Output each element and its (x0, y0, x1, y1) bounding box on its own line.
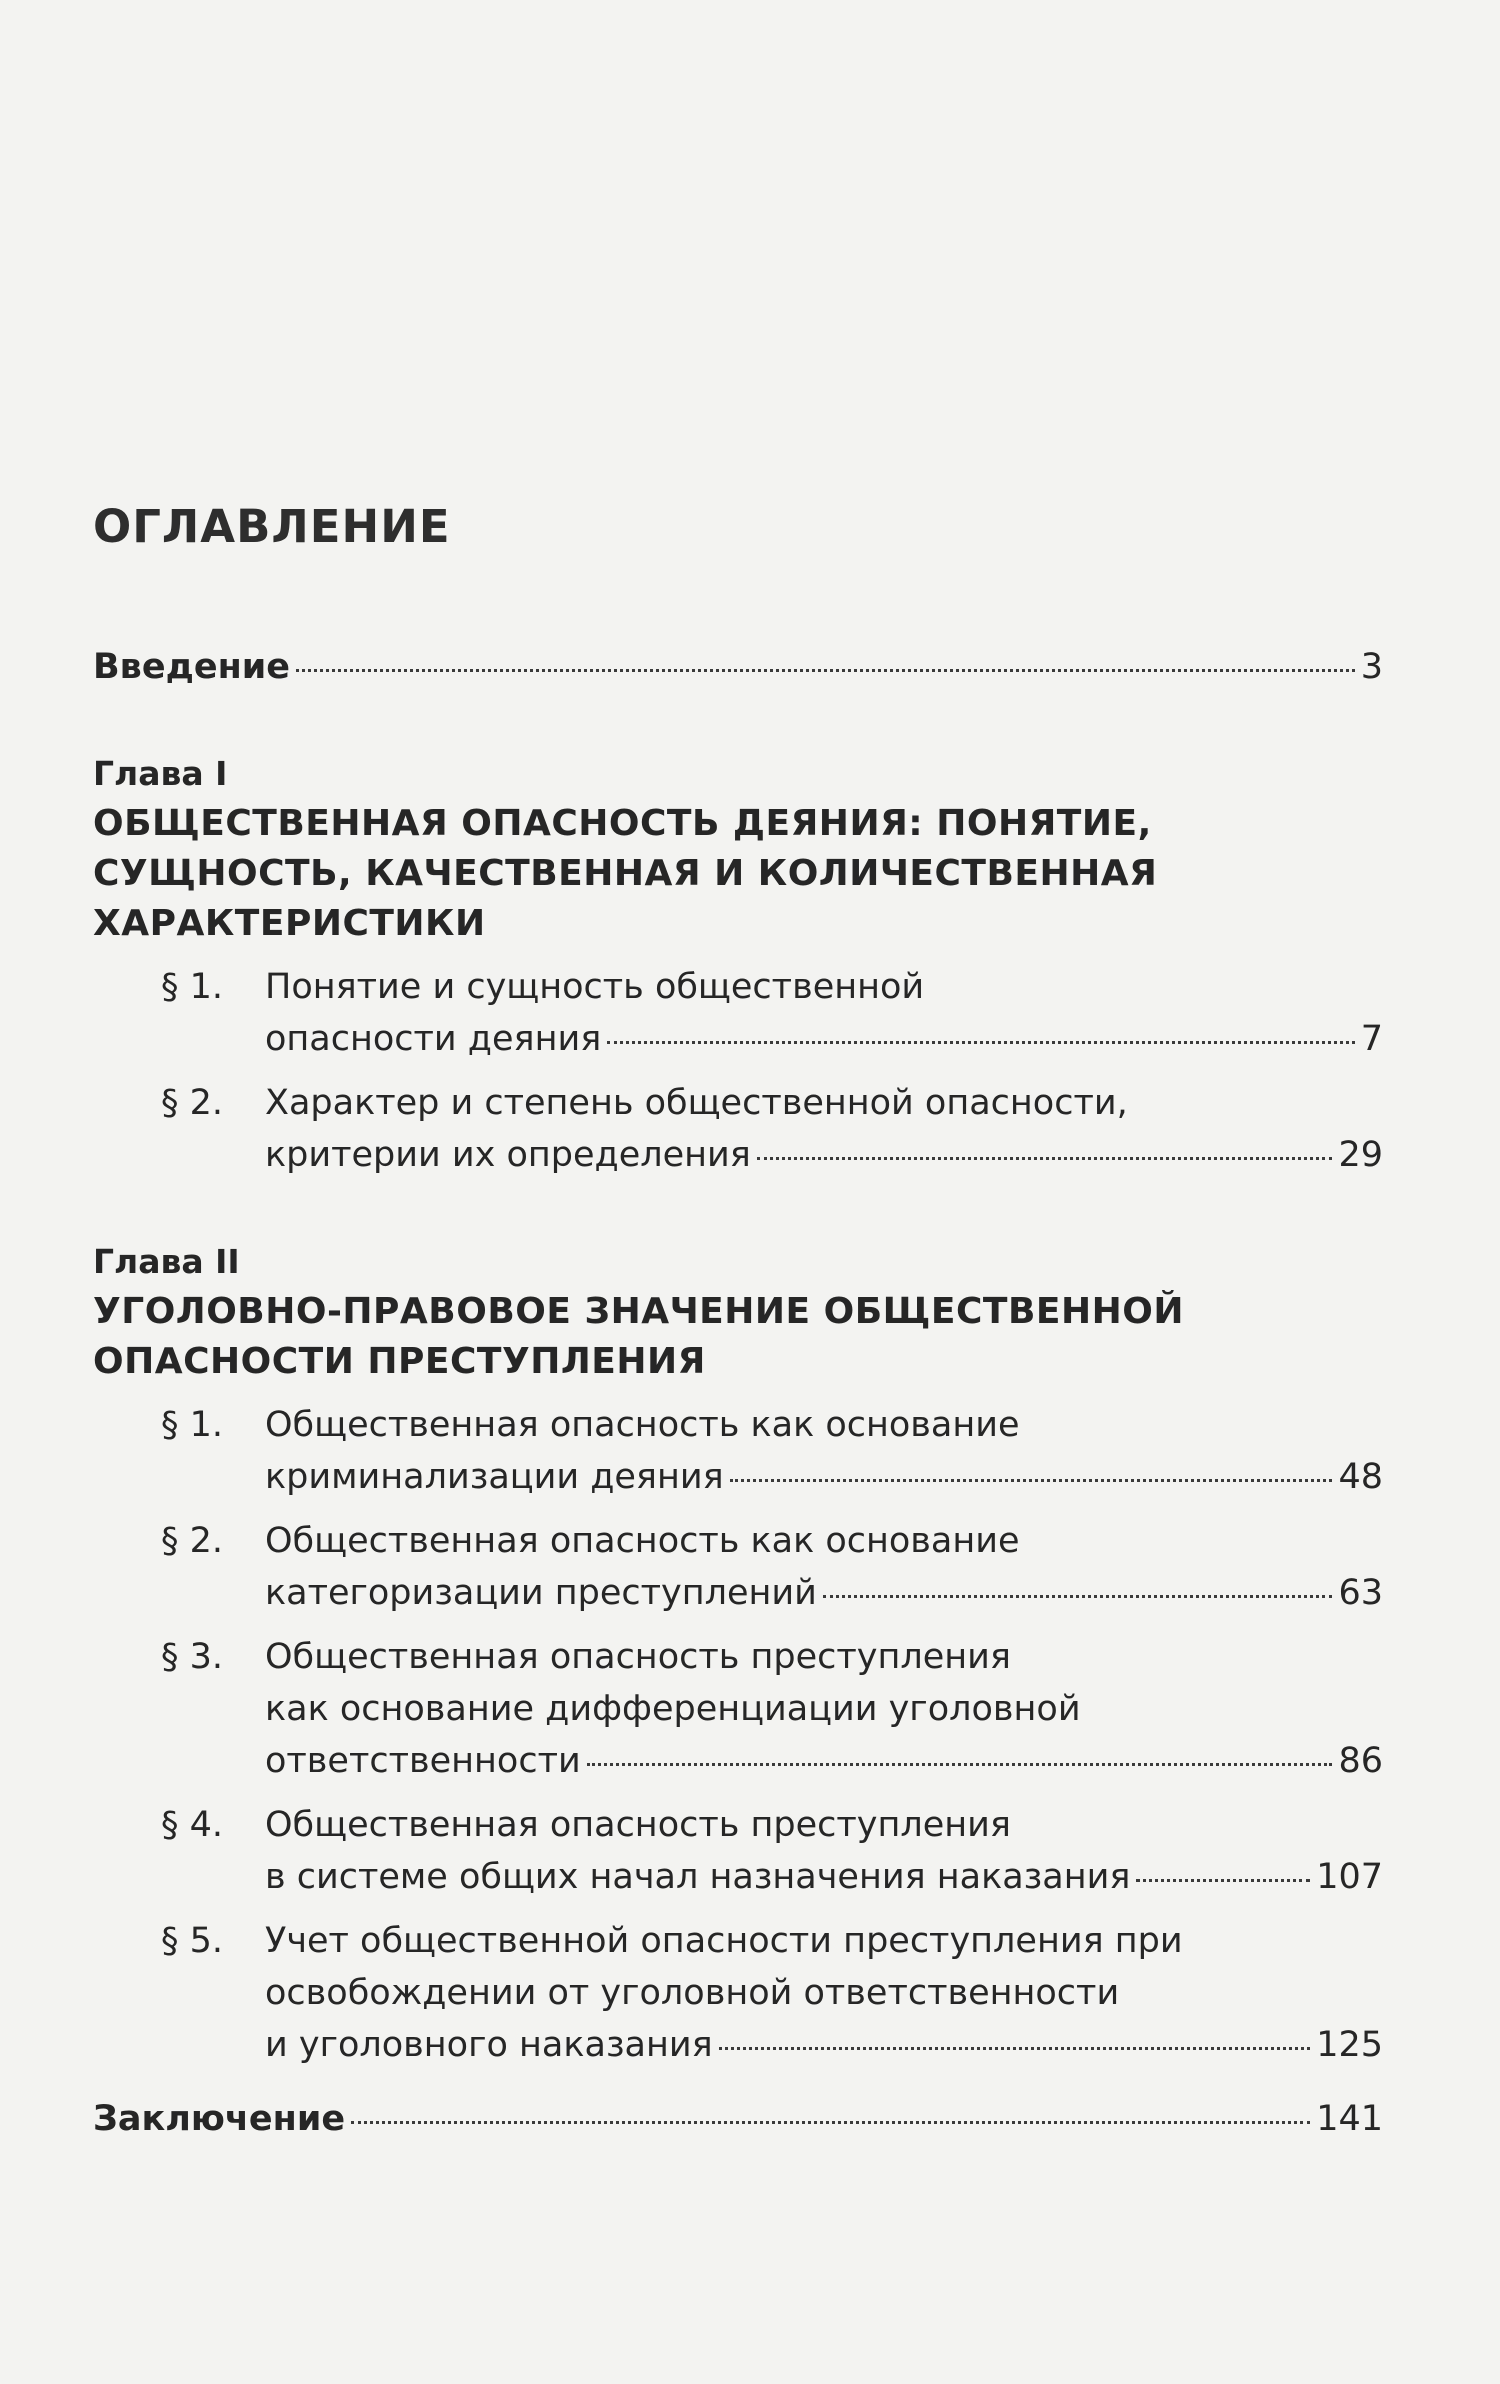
section-title-line: Учет общественной опасности преступления при (265, 1921, 1183, 1961)
dot-leader (587, 1763, 1333, 1766)
section-title-line: опасности деяния (265, 1019, 602, 1059)
section-body (265, 1399, 1383, 1503)
chapters-list (93, 749, 1383, 2071)
section-number: § 5. (161, 1921, 224, 1961)
toc-page-number: 63 (1338, 1573, 1383, 1613)
section-last-line (265, 1129, 1383, 1181)
toc-section-entry (93, 1399, 1383, 1503)
toc-page-number: 125 (1316, 2025, 1383, 2065)
table-of-contents (93, 500, 1383, 2145)
toc-page-number: 141 (1316, 2099, 1383, 2139)
section-body (265, 1515, 1383, 1619)
toc-entry-label: Заключение (93, 2099, 346, 2139)
toc-section-entry (93, 1799, 1383, 1903)
dot-leader (351, 2121, 1310, 2124)
section-title-line: Понятие и сущность общественной (265, 967, 925, 1007)
toc-page-number: 48 (1338, 1457, 1383, 1497)
dot-leader (730, 1479, 1333, 1482)
section-last-line (265, 1851, 1383, 1903)
toc-section-entry (93, 1631, 1383, 1787)
section-number: § 3. (161, 1637, 224, 1677)
chapter-label: Глава I (93, 754, 228, 793)
dot-leader (296, 669, 1355, 672)
section-title-line: Общественная опасность как основание (265, 1521, 1020, 1561)
section-title-line: Общественная опасность преступления (265, 1805, 1011, 1845)
toc-page-number: 86 (1338, 1741, 1383, 1781)
section-body (265, 1799, 1383, 1903)
section-last-line (265, 1013, 1383, 1065)
section-title-line: критерии их определения (265, 1135, 751, 1175)
section-title-line: криминализации деяния (265, 1457, 724, 1497)
chapter-title: УГОЛОВНО-ПРАВОВОЕ ЗНАЧЕНИЕ ОБЩЕСТВЕННОЙ ОПАСНОСТИ ПРЕСТУПЛЕНИЯ (93, 1291, 1184, 1382)
section-body (265, 1915, 1383, 2071)
dot-leader (757, 1157, 1333, 1160)
page-title: ОГЛАВЛЕНИЕ (93, 500, 451, 553)
section-number: § 2. (161, 1521, 224, 1561)
chapter (93, 749, 1383, 1181)
section-title-line: освобождении от уголовной ответственности (265, 1973, 1120, 2013)
toc-page-number: 7 (1360, 1019, 1383, 1059)
dot-leader (719, 2047, 1311, 2050)
toc-page-number: 107 (1316, 1857, 1383, 1897)
section-title-line: категоризации преступлений (265, 1573, 817, 1613)
section-last-line (265, 1735, 1383, 1787)
section-title-line: Характер и степень общественной опасности, (265, 1083, 1128, 1123)
section-last-line (265, 1451, 1383, 1503)
section-body (265, 1631, 1383, 1787)
toc-page-number: 29 (1338, 1135, 1383, 1175)
toc-section-entry (93, 1915, 1383, 2071)
section-last-line (265, 1567, 1383, 1619)
chapter-title: ОБЩЕСТВЕННАЯ ОПАСНОСТЬ ДЕЯНИЯ: ПОНЯТИЕ, СУЩНОСТЬ, КАЧЕСТВЕННАЯ И КОЛИЧЕСТВЕННАЯ ХАРАКТЕРИСТИКИ (93, 803, 1158, 944)
section-number: § 1. (161, 1405, 224, 1445)
section-title-line: в системе общих начал назначения наказания (265, 1857, 1131, 1897)
section-last-line (265, 2019, 1383, 2071)
section-number: § 2. (161, 1083, 224, 1123)
section-body (265, 961, 1383, 1065)
chapter-label: Глава II (93, 1242, 240, 1281)
section-number: § 4. (161, 1805, 224, 1845)
toc-entry-conclusion (93, 2093, 1383, 2145)
toc-section-entry (93, 1515, 1383, 1619)
section-title-line: как основание дифференциации уголовной (265, 1689, 1081, 1729)
toc-section-entry (93, 1077, 1383, 1181)
dot-leader (823, 1595, 1333, 1598)
dot-leader (607, 1041, 1354, 1044)
toc-page-number: 3 (1360, 647, 1383, 687)
chapter (93, 1237, 1383, 2071)
section-title-line: Общественная опасность преступления (265, 1637, 1011, 1677)
toc-entry-label: Введение (93, 647, 291, 687)
section-title-line: ответственности (265, 1741, 581, 1781)
section-title-line: Общественная опасность как основание (265, 1405, 1020, 1445)
toc-entry-intro (93, 641, 1383, 693)
dot-leader (1136, 1879, 1310, 1882)
section-number: § 1. (161, 967, 224, 1007)
section-title-line: и уголовного наказания (265, 2025, 713, 2065)
section-body (265, 1077, 1383, 1181)
toc-section-entry (93, 961, 1383, 1065)
